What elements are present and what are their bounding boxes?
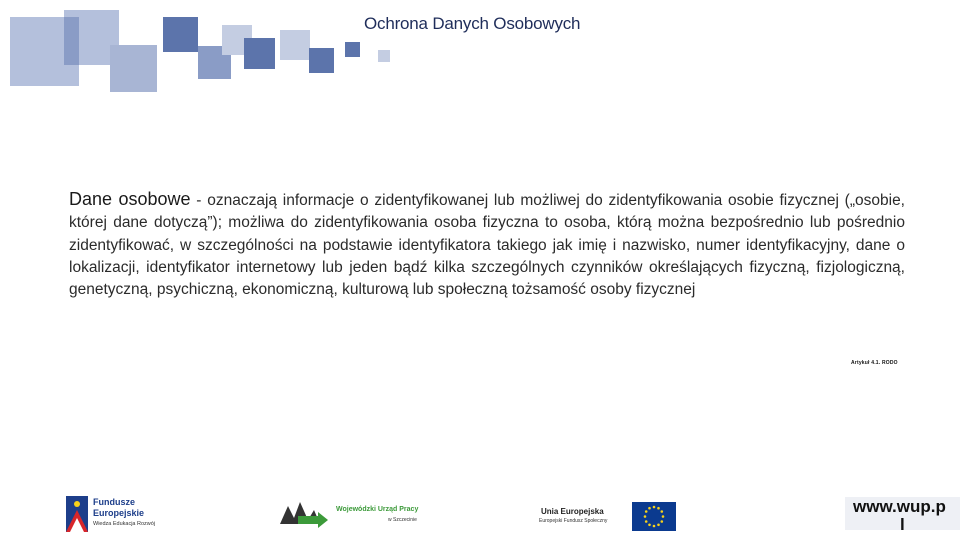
square — [110, 45, 157, 92]
fe-logo-line3: Wiedza Edukacja Rozwój — [93, 521, 156, 527]
eu-logo — [538, 500, 678, 532]
fe-logo — [66, 494, 176, 534]
fe-emblem-icon — [66, 496, 88, 532]
wup-logo-line2: w Szczecinie — [388, 517, 417, 523]
eu-flag-icon — [632, 502, 676, 531]
square — [244, 38, 275, 69]
wup-emblem-icon — [280, 498, 330, 528]
wup-logo-line1: Wojewódzki Urząd Pracy — [336, 506, 419, 513]
eu-logo-line2: Europejski Fundusz Społeczny — [539, 518, 608, 524]
website-link-overflow: l — [900, 515, 905, 534]
wup-logo — [280, 498, 430, 530]
page-title: Ochrona Danych Osobowych — [364, 14, 581, 33]
definition-paragraph — [69, 188, 905, 301]
fe-logo-line2: Europejskie — [93, 508, 145, 518]
fe-logo-line1: Fundusze — [93, 497, 135, 507]
website-link[interactable]: www.wup.p — [853, 497, 946, 516]
square — [64, 17, 79, 65]
square — [280, 30, 310, 60]
square — [163, 17, 198, 52]
square — [309, 48, 334, 73]
eu-logo-line1: Unia Europejska — [541, 507, 604, 516]
square — [378, 50, 390, 62]
square — [345, 42, 360, 57]
source-citation: Artykuł 4.1. RODO — [851, 360, 898, 366]
definition-body: - oznaczają informacje o zidentyfikowanej lub możliwej do zidentyfikowania osobie fizycznej („osobie, której dane dotyczą”); możliwa do zidentyfikowania osoba fizyczna to osoba, którą można bezpośrednio lub pośrednio zidentyfikować, w szczególności na podstawie identyfikatora takiego jak imię i nazwisko, numer identyfikacyjny, dane o lokalizacji, identyfikator internetowy lub jeden bądź kilka szczególnych czynników określających fizyczną, fizjologiczną, genetyczną, psychiczną, ekonomiczną, kulturową lub społeczną tożsamość osoby fizycznej — [69, 192, 905, 299]
definition-term: Dane osobowe — [69, 189, 191, 209]
